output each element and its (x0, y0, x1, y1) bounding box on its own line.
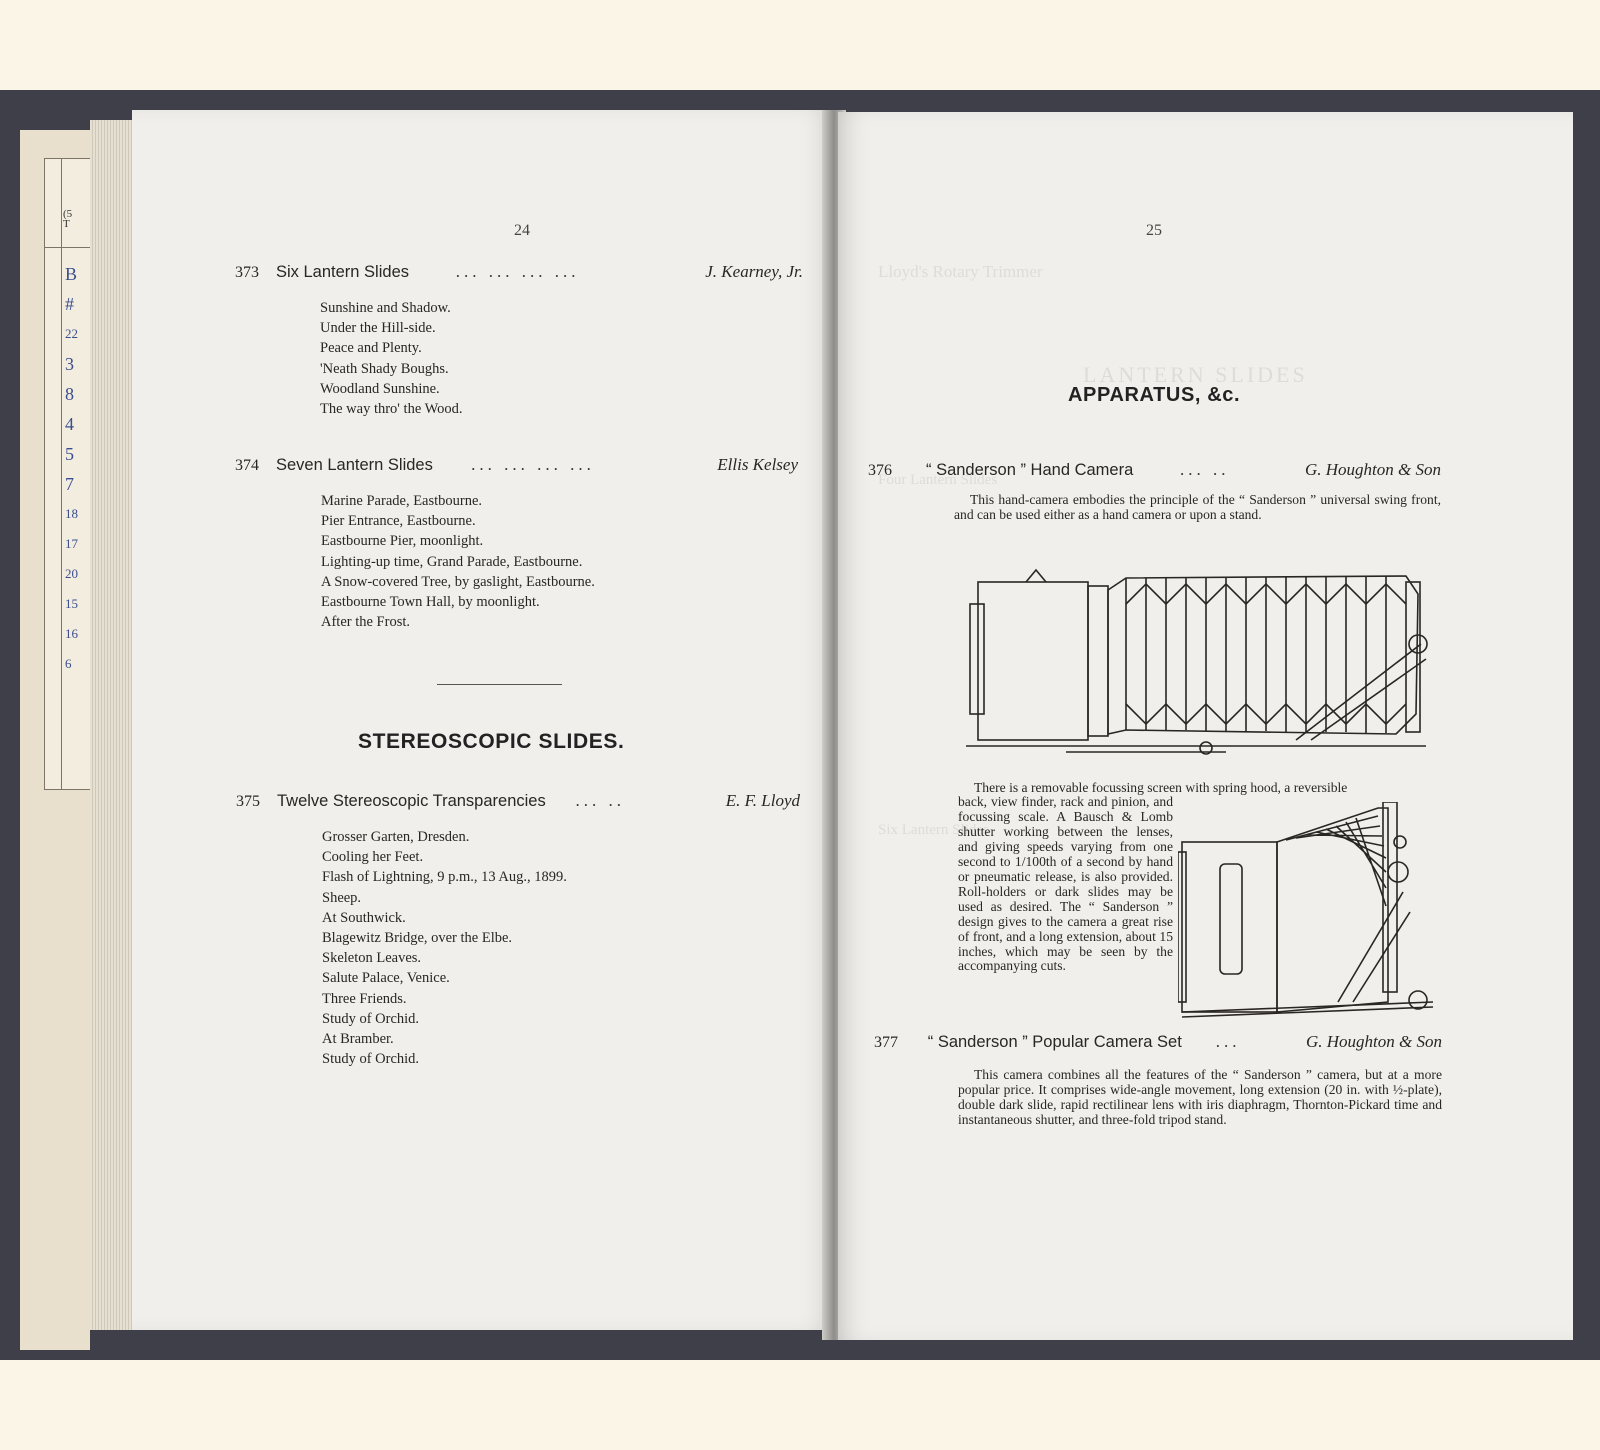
card-mark: 18 (65, 506, 78, 521)
card-mark: 3 (65, 354, 74, 374)
list-item: Blagewitz Bridge, over the Elbe. (322, 930, 513, 947)
side-camera-illustration (1178, 802, 1448, 1022)
right-page (838, 112, 1573, 1340)
list-item: Study of Orchid. (322, 1010, 420, 1027)
list-item: Pier Entrance, Eastbourne. (321, 513, 476, 530)
list-item: Skeleton Leaves. (322, 950, 422, 967)
list-item: Eastbourne Town Hall, by moonlight. (321, 594, 540, 611)
bleed-through-text: Lloyd's Rotary Trimmer (878, 262, 1043, 281)
entry-title: “ Sanderson ” Hand Camera (926, 461, 1134, 479)
list-item: Grosser Garten, Dresden. (322, 829, 470, 845)
list-item: At Southwick. (322, 909, 406, 926)
entry-375-items (322, 827, 567, 1069)
camera-handle (1220, 864, 1242, 974)
card-mark: # (65, 294, 74, 314)
card-mark: 17 (65, 536, 78, 551)
bleed-through-text: Six Lantern Slides (878, 822, 989, 838)
leader-dots: ... .. (575, 791, 625, 810)
entry-number: 374 (235, 457, 259, 474)
entry-title: Six Lantern Slides (276, 263, 409, 281)
entry-title: Twelve Stereoscopic Transparencies (277, 792, 546, 810)
list-item: The way thro' the Wood. (320, 401, 463, 418)
list-item: After the Frost. (321, 614, 410, 631)
leader-dots: ... ... ... ... (455, 262, 580, 281)
list-item: Lighting-up time, Grand Parade, Eastbourne. (321, 553, 583, 570)
card-mark: 16 (65, 626, 78, 641)
card-mark: B (65, 264, 78, 284)
list-item: Sunshine and Shadow. (320, 300, 451, 316)
entry-377-description: This camera combines all the features of the “ Sanderson ” camera, but at a more popular price. It comprises wide-angle movement, long extension (20 in. with ½-plate), double dark slide, rapid rectilinear lens with iris diaphragm, Thornton-Pickard time and instantaneous shutter, and three-fold tripod stand. (958, 1067, 1442, 1127)
camera-front-standard (1383, 802, 1397, 992)
leader-dots: ... (1215, 1032, 1241, 1051)
card-rule (45, 247, 93, 248)
entry-374-heading (235, 455, 798, 475)
entry-number: 377 (874, 1034, 898, 1051)
list-item: A Snow-covered Tree, by gaslight, Eastbourne. (321, 573, 595, 590)
description-line: There is a removable focussing screen with spring hood, a reversible (974, 780, 1348, 795)
entry-title: Seven Lantern Slides (276, 456, 433, 474)
entry-376-heading (868, 460, 1441, 480)
page-number: 25 (1146, 222, 1162, 239)
entry-author: G. Houghton & Son (1306, 1032, 1442, 1051)
list-item: 'Neath Shady Boughs. (320, 360, 449, 377)
focus-knob (1409, 991, 1427, 1009)
card-mark: 15 (65, 596, 78, 611)
list-item: At Bramber. (322, 1031, 394, 1048)
entry-375-heading (236, 791, 800, 811)
entry-376-description: This hand-camera embodies the principle of the “ Sanderson ” universal swing front, and can be used either as a hand camera or upon a stand. (954, 492, 1441, 522)
entry-number: 376 (868, 462, 892, 479)
lens-knob (1388, 862, 1408, 882)
camera-frame (1088, 586, 1108, 736)
bleed-through-text: LANTERN SLIDES (1083, 362, 1308, 387)
list-item: Sheep. (322, 889, 362, 906)
library-card (44, 158, 94, 790)
list-item: Three Friends. (322, 990, 407, 1007)
entry-author: J. Kearney, Jr. (705, 262, 803, 281)
entry-author: E. F. Lloyd (725, 791, 800, 810)
camera-body (978, 582, 1088, 740)
hand-camera-illustration (966, 564, 1436, 764)
card-rule (61, 159, 62, 789)
list-item: Flash of Lightning, 9 p.m., 13 Aug., 1899. (322, 869, 567, 886)
list-item: Cooling her Feet. (322, 849, 424, 866)
section-divider (437, 684, 562, 685)
entry-374-items (321, 491, 595, 632)
left-page (132, 110, 832, 1330)
entry-number: 373 (235, 264, 259, 281)
entry-376-description-wrapped: back, view finder, rack and pinion, and focussing scale. A Bausch & Lomb shutter working between the lenses, and giving speeds varying from one second to 1/100th of a second by hand or pneumatic release, is also provided. Roll-holders or dark slides may be used as desired. The “ Sanderson ” design gives to the camera a great rise of front, and a long extension, about 15 inches, which may be seen by the accompanying cuts. (958, 794, 1173, 974)
leader-dots: ... ... ... ... (471, 455, 595, 474)
entry-author: G. Houghton & Son (1305, 460, 1441, 479)
entry-373-heading (235, 262, 803, 282)
page-number: 24 (514, 222, 530, 239)
entry-author: Ellis Kelsey (717, 455, 798, 474)
entry-title: “ Sanderson ” Popular Camera Set (927, 1033, 1182, 1051)
list-item: Woodland Sunshine. (320, 380, 440, 397)
entry-number: 375 (236, 793, 260, 810)
card-mark: 4 (65, 414, 74, 434)
bleed-through-text: Four Lantern Slides (878, 472, 998, 488)
page-edges (90, 120, 134, 1330)
entry-373-items (320, 298, 463, 419)
list-item: Marine Parade, Eastbourne. (321, 493, 483, 509)
list-item: Salute Palace, Venice. (322, 970, 450, 987)
leader-dots: ... .. (1180, 460, 1230, 479)
entry-376-description-2 (958, 780, 1441, 795)
list-item: Peace and Plenty. (320, 340, 422, 357)
section-title: APPARATUS, &c. (1068, 384, 1241, 406)
list-item: Under the Hill-side. (320, 320, 436, 337)
card-mark: 20 (65, 566, 78, 581)
section-title: STEREOSCOPIC SLIDES. (358, 730, 625, 753)
card-mark: 6 (65, 656, 72, 671)
card-mark: 22 (65, 326, 78, 341)
card-mark: 8 (65, 384, 74, 404)
front-strut (1338, 892, 1410, 1002)
camera-body (1182, 842, 1277, 1012)
camera-back (970, 604, 984, 714)
card-mark: 5 (65, 444, 74, 464)
card-header: (5 T (63, 208, 73, 230)
list-item: Eastbourne Pier, moonlight. (321, 533, 484, 550)
entry-377-heading (874, 1032, 1442, 1052)
list-item: Study of Orchid. (322, 1051, 420, 1068)
card-mark: 7 (65, 474, 74, 494)
